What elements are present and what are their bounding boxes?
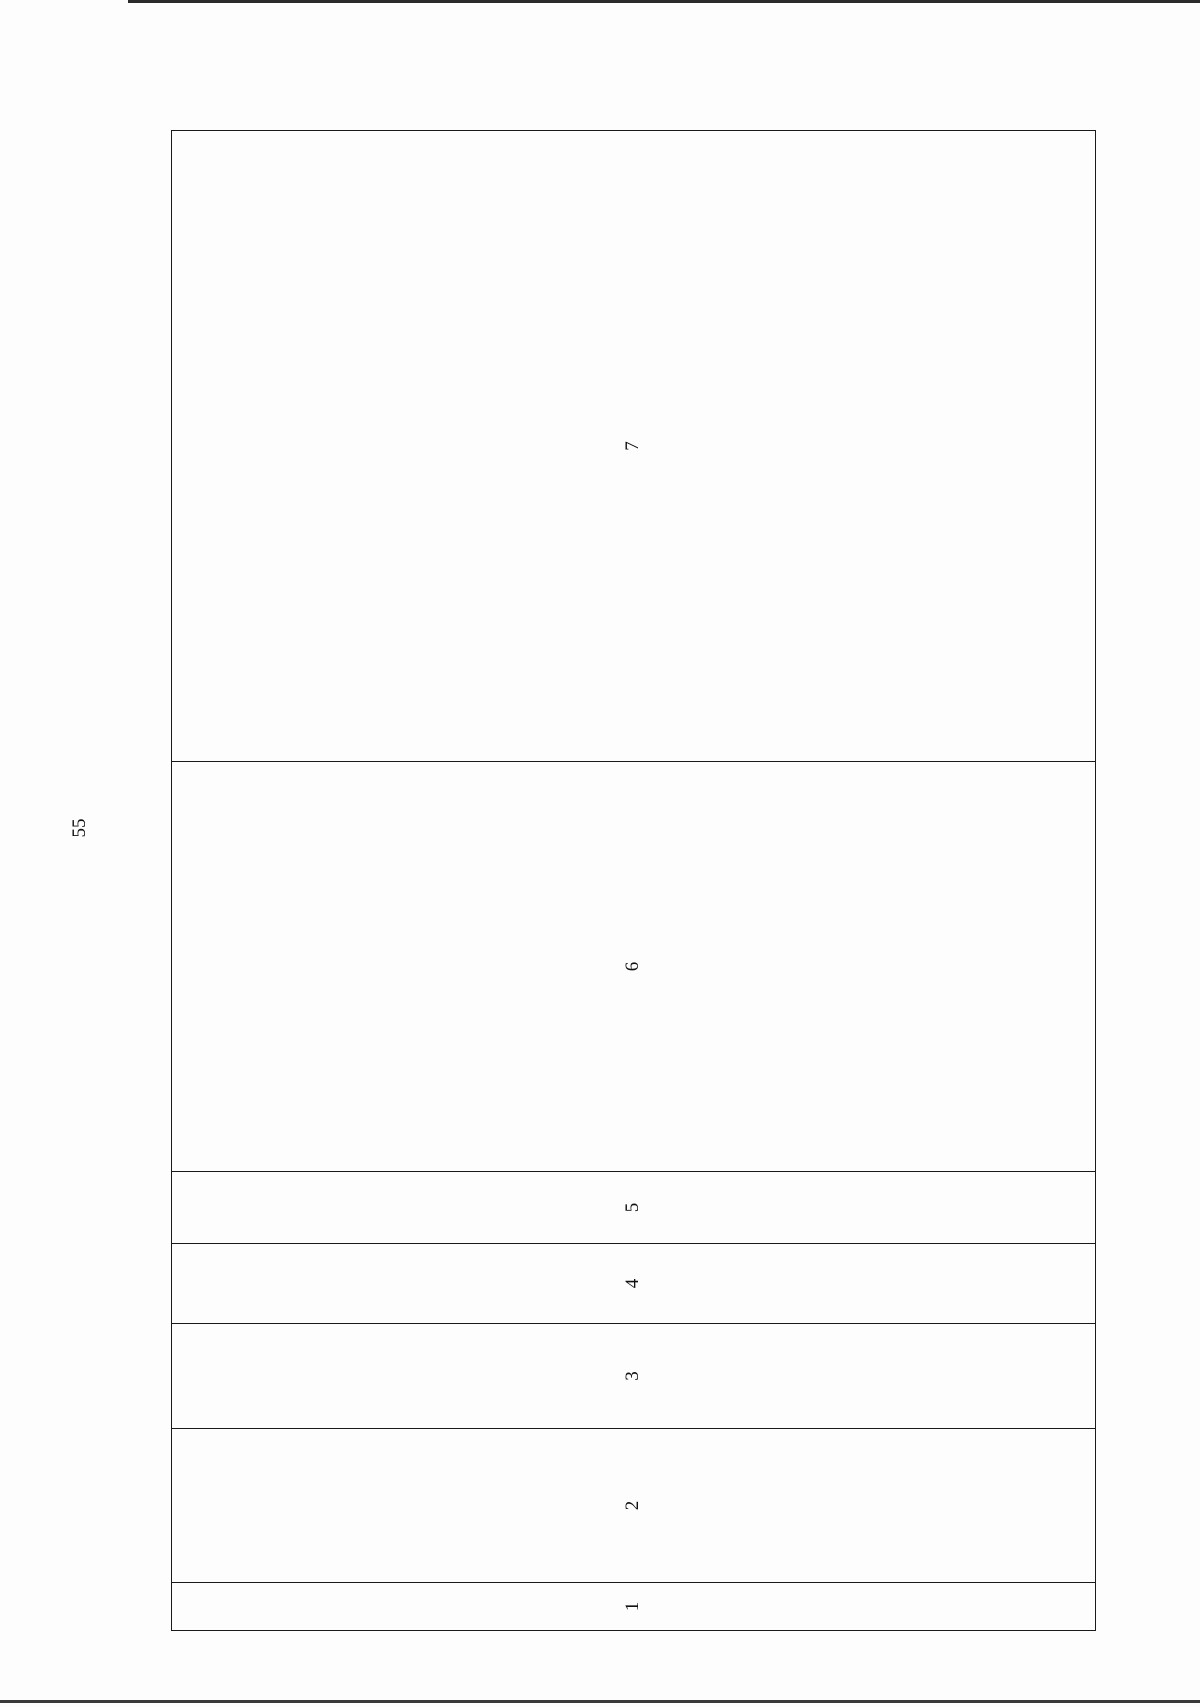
scan-border-bottom bbox=[0, 1700, 1200, 1703]
header-col-6: 6 bbox=[172, 762, 1096, 1172]
budget-table-rotated bbox=[171, 131, 1096, 1631]
scan-border-top bbox=[128, 0, 1200, 3]
header-col-3: 3 bbox=[172, 1324, 1096, 1429]
header-col-4: 4 bbox=[172, 1244, 1096, 1324]
header-col-2: 2 bbox=[172, 1429, 1096, 1583]
header-col-5: 5 bbox=[172, 1172, 1096, 1244]
header-col-7: 7 bbox=[172, 131, 1096, 762]
page-number: 55 bbox=[69, 818, 90, 838]
header-col-1: 1 bbox=[172, 1583, 1096, 1631]
header-row bbox=[172, 131, 1096, 1631]
budget-table bbox=[171, 130, 1096, 1631]
